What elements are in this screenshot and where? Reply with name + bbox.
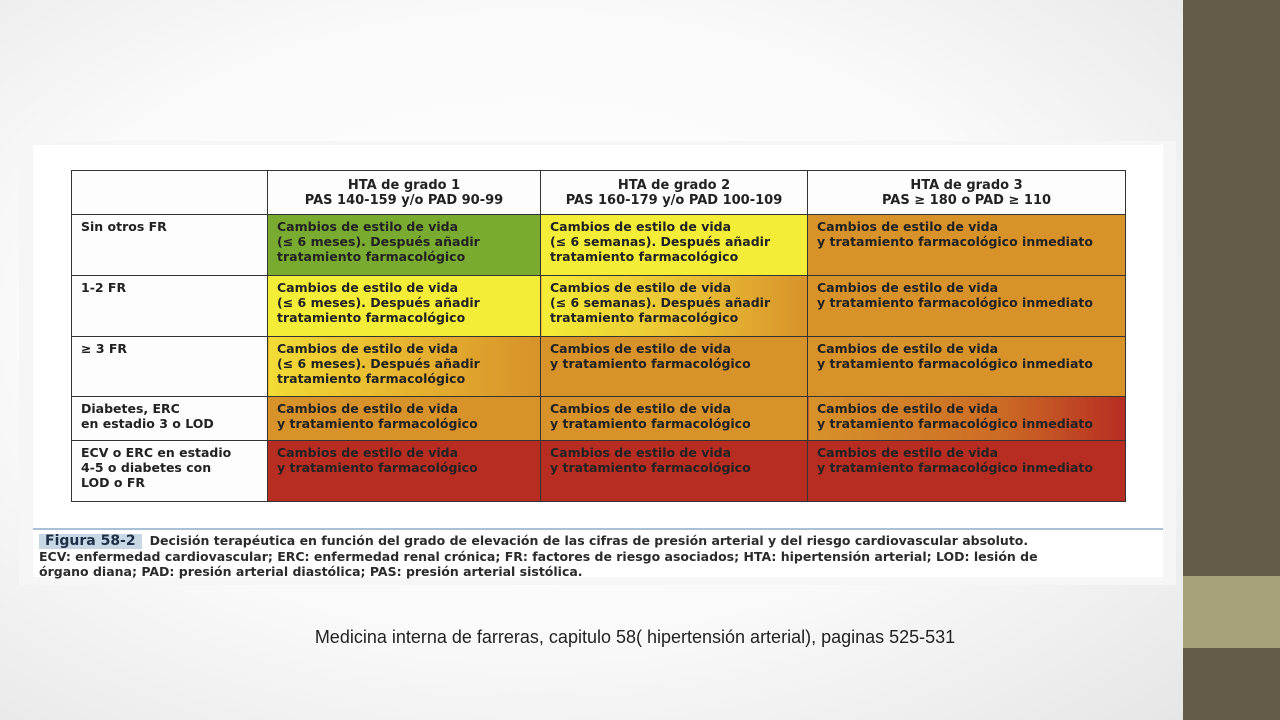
cell-line: (≤ 6 meses). Después añadir — [277, 295, 480, 310]
header-grade-1 — [268, 171, 541, 215]
cell-line: y tratamiento farmacológico — [550, 460, 751, 475]
row-label — [72, 397, 268, 441]
cell-recommendation — [541, 276, 808, 337]
caption-abbreviations: ECV: enfermedad cardiovascular; ERC: enfermedad renal crónica; FR: factores de riesgo asociados; HTA: hipertensión arterial; LOD: lesión de — [39, 549, 1038, 564]
cell-line: (≤ 6 semanas). Después añadir — [550, 295, 771, 310]
cell-line: Cambios de estilo de vida — [817, 341, 999, 356]
cell-recommendation — [808, 276, 1126, 337]
cell-line: Cambios de estilo de vida — [277, 219, 459, 234]
row-label-line: en estadio 3 o LOD — [81, 416, 214, 431]
row-label — [72, 215, 268, 276]
cell-line: y tratamiento farmacológico inmediato — [817, 416, 1093, 431]
row-label-line: Sin otros FR — [81, 219, 167, 234]
cell-recommendation — [808, 337, 1126, 397]
caption-abbreviations: órgano diana; PAD: presión arterial diastólica; PAS: presión arterial sistólica. — [39, 564, 583, 579]
row-label-line: ECV o ERC en estadio — [81, 445, 232, 460]
cell-line: y tratamiento farmacológico — [277, 460, 478, 475]
cell-line: y tratamiento farmacológico — [277, 416, 478, 431]
cell-recommendation — [808, 397, 1126, 441]
header-title: HTA de grado 2 — [617, 177, 731, 193]
cell-line: tratamiento farmacológico — [277, 249, 466, 264]
treatment-decision-table — [71, 170, 1126, 502]
cell-line: tratamiento farmacológico — [550, 310, 739, 325]
cell-recommendation — [541, 441, 808, 502]
figure-image — [19, 141, 1176, 585]
cell-line: Cambios de estilo de vida — [277, 445, 459, 460]
cell-recommendation — [268, 276, 541, 337]
cell-line: Cambios de estilo de vida — [550, 280, 732, 295]
cell-line: Cambios de estilo de vida — [550, 445, 732, 460]
figure-content — [33, 145, 1163, 577]
header-criteria: PAS 140-159 y/o PAD 90-99 — [304, 192, 504, 208]
cell-line: y tratamiento farmacológico inmediato — [817, 356, 1093, 371]
cell-recommendation — [268, 397, 541, 441]
row-label-line: LOD o FR — [81, 475, 145, 490]
header-empty-cell — [72, 171, 268, 215]
slide-footer-citation: Medicina interna de farreras, capitulo 58( hipertensión arterial), paginas 525-531 — [314, 627, 956, 647]
cell-line: Cambios de estilo de vida — [817, 219, 999, 234]
table-row — [72, 397, 1126, 441]
table-row — [72, 276, 1126, 337]
cell-line: tratamiento farmacológico — [277, 310, 466, 325]
cell-line: tratamiento farmacológico — [550, 249, 739, 264]
header-grade-3 — [808, 171, 1126, 215]
cell-line: y tratamiento farmacológico inmediato — [817, 295, 1093, 310]
cell-recommendation — [268, 337, 541, 397]
cell-line: Cambios de estilo de vida — [277, 341, 459, 356]
header-grade-2 — [541, 171, 808, 215]
figure-label: Figura 58-2 — [39, 534, 142, 549]
cell-line: Cambios de estilo de vida — [550, 219, 732, 234]
cell-line: y tratamiento farmacológico — [550, 416, 751, 431]
row-label — [72, 441, 268, 502]
cell-line: (≤ 6 semanas). Después añadir — [550, 234, 771, 249]
cell-line: tratamiento farmacológico — [277, 371, 466, 386]
cell-line: y tratamiento farmacológico inmediato — [817, 460, 1093, 475]
caption-line — [33, 533, 1163, 549]
cell-line: y tratamiento farmacológico — [550, 356, 751, 371]
row-label — [72, 337, 268, 397]
cell-recommendation — [268, 441, 541, 502]
cell-line: (≤ 6 meses). Después añadir — [277, 356, 480, 371]
cell-recommendation — [541, 215, 808, 276]
table-row — [72, 441, 1126, 502]
cell-line: Cambios de estilo de vida — [817, 401, 999, 416]
cell-recommendation — [541, 397, 808, 441]
row-label-line: 4-5 o diabetes con — [81, 460, 212, 475]
cell-line: Cambios de estilo de vida — [277, 280, 459, 295]
cell-recommendation — [268, 215, 541, 276]
figure-caption — [33, 528, 1163, 579]
header-title: HTA de grado 1 — [347, 177, 461, 193]
cell-line: Cambios de estilo de vida — [550, 401, 732, 416]
cell-line: Cambios de estilo de vida — [550, 341, 732, 356]
cell-line: y tratamiento farmacológico inmediato — [817, 234, 1093, 249]
cell-recommendation — [808, 441, 1126, 502]
table-row — [72, 337, 1126, 397]
caption-text: Decisión terapéutica en función del grado de elevación de las cifras de presión arterial y del riesgo cardiovascular absoluto. — [149, 533, 1029, 548]
row-label — [72, 276, 268, 337]
row-label-line: 1-2 FR — [81, 280, 127, 295]
table-header-row — [72, 171, 1126, 215]
cell-line: Cambios de estilo de vida — [277, 401, 459, 416]
header-title: HTA de grado 3 — [910, 177, 1023, 193]
header-criteria: PAS 160-179 y/o PAD 100-109 — [565, 192, 783, 208]
row-label-line: ≥ 3 FR — [81, 341, 128, 356]
cell-line: Cambios de estilo de vida — [817, 445, 999, 460]
cell-line: Cambios de estilo de vida — [817, 280, 999, 295]
header-criteria: PAS ≥ 180 o PAD ≥ 110 — [881, 192, 1052, 208]
table-row — [72, 215, 1126, 276]
row-label-line: Diabetes, ERC — [81, 401, 180, 416]
cell-recommendation — [808, 215, 1126, 276]
cell-line: (≤ 6 meses). Después añadir — [277, 234, 480, 249]
cell-recommendation — [541, 337, 808, 397]
